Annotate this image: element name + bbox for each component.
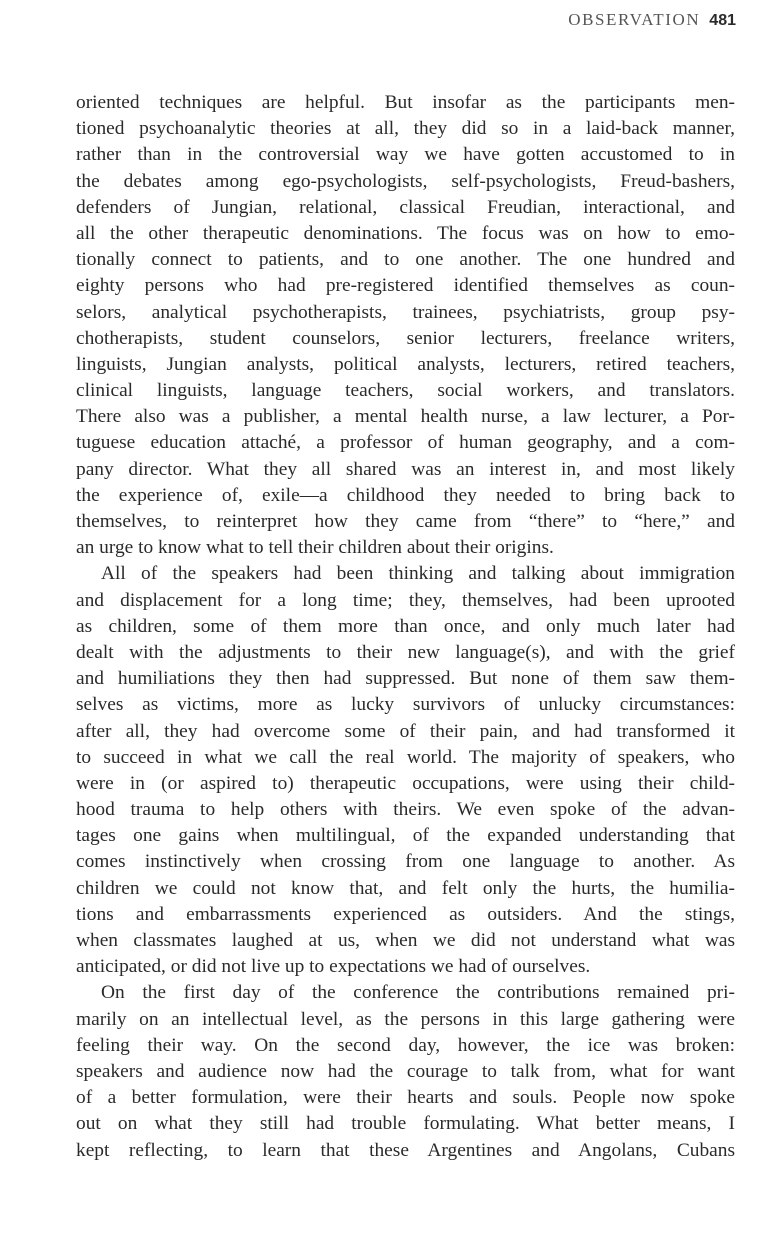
text-line: to succeed in what we call the real world. The majority of speakers, who [76, 746, 735, 768]
paragraph-1 [76, 90, 735, 561]
running-title: OBSERVATION [568, 10, 701, 29]
text-line: all the other therapeutic denominations. The focus was on how to emo- [76, 222, 735, 244]
text-line: and displacement for a long time; they, themselves, had been uprooted [76, 589, 735, 611]
text-line: chotherapists, student counselors, senior lecturers, freelance writers, [76, 327, 735, 349]
text-line: kept reflecting, to learn that these Argentines and Angolans, Cubans [76, 1139, 735, 1161]
text-line: of a better formulation, were their hearts and souls. People now spoke [76, 1087, 735, 1109]
text-line: hood trauma to help others with theirs. We even spoke of the advan- [76, 799, 735, 821]
text-line: On the first day of the conference the contributions remained pri- [101, 982, 735, 1004]
text-line: tionally connect to patients, and to one another. The one hundred and [76, 249, 735, 271]
text-line: marily on an intellectual level, as the persons in this large gathering were [76, 1008, 735, 1030]
text-line: speakers and audience now had the courage to talk from, what for want [76, 1060, 735, 1082]
text-line: the experience of, exile—a childhood they needed to bring back to [76, 484, 735, 506]
text-line: tages one gains when multilingual, of the expanded understanding that [76, 825, 735, 847]
page-number: 481 [709, 12, 736, 29]
body-text [76, 90, 735, 1164]
text-line: themselves, to reinterpret how they came from “there” to “here,” and [76, 511, 735, 532]
text-line: comes instinctively when crossing from one language to another. As [76, 851, 735, 873]
text-line: were in (or aspired to) therapeutic occupations, were using their child- [76, 772, 735, 794]
text-line: eighty persons who had pre-registered identified themselves as coun- [76, 275, 735, 297]
paragraph-2 [76, 561, 735, 980]
text-line: tioned psychoanalytic theories at all, they did so in a laid-back manner, [76, 118, 735, 140]
text-line: and humiliations they then had suppressed. But none of them saw them- [76, 668, 735, 690]
text-line: selors, analytical psychotherapists, trainees, psychiatrists, group psy- [76, 301, 735, 323]
text-line: tuguese education attaché, a professor of human geography, and a com- [76, 432, 735, 454]
paragraph-3 [76, 980, 735, 1163]
text-line: pany director. What they all shared was an interest in, and most likely [76, 458, 735, 480]
text-line: after all, they had overcome some of their pain, and had transformed it [76, 720, 735, 742]
text-line: tions and embarrassments experienced as outsiders. And the stings, [76, 903, 735, 925]
text-line: anticipated, or did not live up to expectations we had of ourselves. [76, 956, 591, 978]
text-line: rather than in the controversial way we have gotten accustomed to in [76, 144, 735, 166]
text-line: There also was a publisher, a mental health nurse, a law lecturer, a Por- [76, 406, 735, 428]
text-line: defenders of Jungian, relational, classical Freudian, interactional, and [76, 196, 735, 218]
running-head [568, 10, 736, 30]
text-line: as children, some of them more than once, and only much later had [76, 615, 735, 637]
text-line: feeling their way. On the second day, however, the ice was broken: [76, 1034, 735, 1056]
text-line: an urge to know what to tell their children about their origins. [76, 537, 554, 559]
text-line: the debates among ego-psychologists, self-psychologists, Freud-bashers, [76, 170, 735, 192]
text-line: out on what they still had trouble formulating. What better means, I [76, 1113, 735, 1135]
text-line: linguists, Jungian analysts, political analysts, lecturers, retired teachers, [76, 353, 735, 375]
text-line: All of the speakers had been thinking and talking about immigration [101, 563, 735, 585]
text-line: clinical linguists, language teachers, social workers, and translators. [76, 380, 735, 402]
text-line: children we could not know that, and felt only the hurts, the humilia- [76, 877, 735, 899]
text-line: oriented techniques are helpful. But insofar as the participants men- [76, 92, 735, 113]
text-line: when classmates laughed at us, when we did not understand what was [76, 930, 735, 951]
text-line: dealt with the adjustments to their new language(s), and with the grief [76, 641, 735, 663]
text-line: selves as victims, more as lucky survivors of unlucky circumstances: [76, 694, 735, 716]
